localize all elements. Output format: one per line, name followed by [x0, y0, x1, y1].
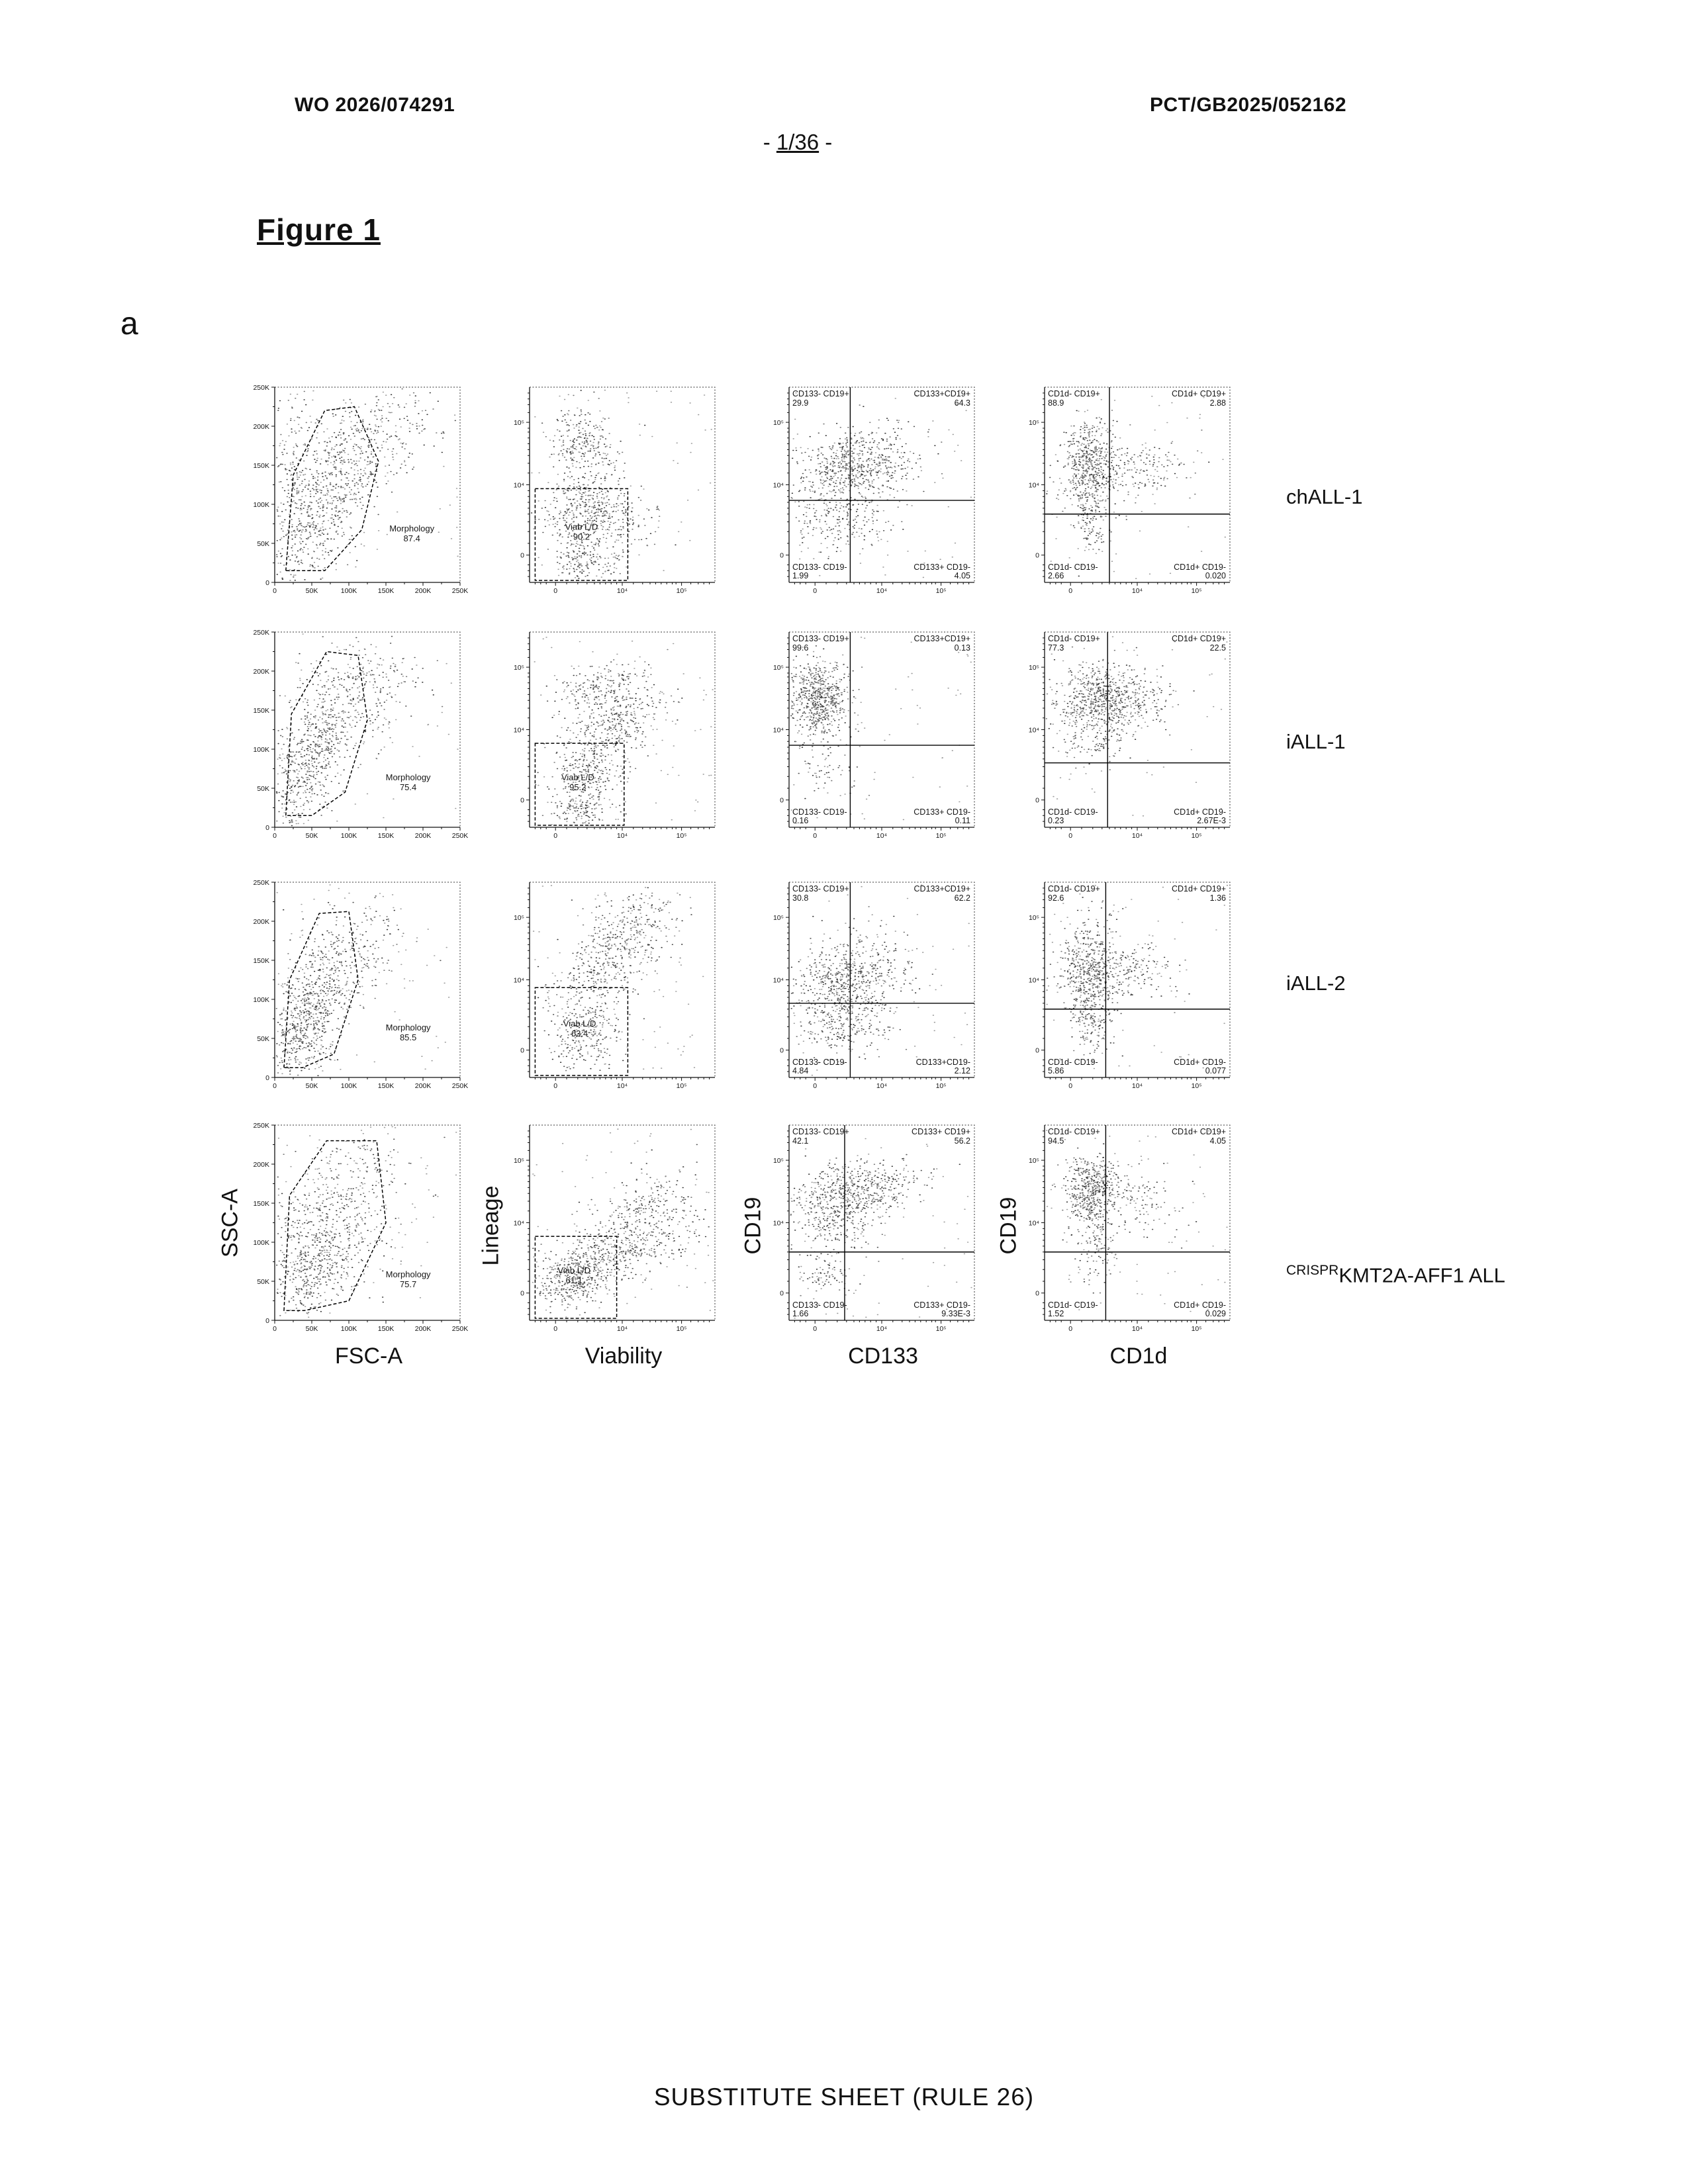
svg-text:56.2: 56.2 [954, 1136, 970, 1146]
svg-text:99.6: 99.6 [792, 643, 809, 653]
row-label-kmt2a: KMT2A-AFF1 ALL [1338, 1263, 1505, 1287]
svg-text:5.86: 5.86 [1048, 1066, 1064, 1075]
svg-text:CD133+CD19+: CD133+CD19+ [914, 389, 970, 398]
x-axis-title-viability: Viability [585, 1343, 663, 1369]
svg-text:CD1d+ CD19-: CD1d+ CD19- [1174, 1300, 1226, 1310]
svg-text:CD133- CD19+: CD133- CD19+ [792, 884, 849, 893]
svg-text:10⁴: 10⁴ [773, 726, 784, 735]
flow-plot-r4c2 [498, 1118, 723, 1345]
svg-text:0: 0 [273, 1325, 277, 1333]
svg-text:250K: 250K [451, 832, 468, 840]
svg-text:10⁵: 10⁵ [1028, 914, 1039, 923]
row-label-crispr-sup: CRISPR [1286, 1263, 1339, 1278]
svg-text:CD1d- CD19-: CD1d- CD19- [1048, 1300, 1098, 1310]
svg-text:1.36: 1.36 [1209, 893, 1226, 903]
svg-text:CD1d+ CD19+: CD1d+ CD19+ [1172, 634, 1226, 643]
flow-plot-r2c1 [243, 625, 468, 852]
svg-text:0: 0 [265, 824, 269, 832]
svg-text:0.23: 0.23 [1048, 816, 1064, 825]
svg-text:10⁴: 10⁴ [1028, 726, 1039, 735]
svg-text:0: 0 [553, 1082, 558, 1090]
svg-text:10⁴: 10⁴ [876, 1082, 888, 1090]
svg-text:9.33E-3: 9.33E-3 [941, 1309, 970, 1318]
svg-text:75.4: 75.4 [399, 782, 417, 793]
svg-text:1.66: 1.66 [792, 1309, 809, 1318]
svg-text:42.1: 42.1 [792, 1136, 809, 1146]
svg-text:CD1d+ CD19-: CD1d+ CD19- [1174, 807, 1226, 817]
svg-text:150K: 150K [253, 1200, 269, 1208]
svg-text:150K: 150K [253, 462, 269, 470]
svg-text:10⁵: 10⁵ [1028, 419, 1039, 428]
svg-text:10⁴: 10⁴ [1028, 976, 1039, 985]
svg-text:1.52: 1.52 [1048, 1309, 1064, 1318]
svg-text:88.9: 88.9 [1048, 398, 1064, 408]
flow-plot-r2c2 [498, 625, 723, 852]
svg-text:50K: 50K [305, 587, 318, 595]
svg-text:0.077: 0.077 [1205, 1066, 1226, 1075]
svg-text:250K: 250K [253, 384, 269, 392]
svg-text:CD133- CD19+: CD133- CD19+ [792, 1127, 849, 1136]
svg-text:2.12: 2.12 [954, 1066, 970, 1075]
svg-text:0.020: 0.020 [1205, 571, 1226, 580]
svg-text:CD1d+ CD19+: CD1d+ CD19+ [1172, 1127, 1226, 1136]
figure-title: Figure 1 [257, 212, 381, 247]
svg-text:CD133- CD19+: CD133- CD19+ [792, 634, 849, 643]
svg-text:0.029: 0.029 [1205, 1309, 1226, 1318]
svg-text:75.7: 75.7 [399, 1279, 417, 1289]
svg-text:150K: 150K [377, 832, 395, 840]
svg-text:CD1d- CD19+: CD1d- CD19+ [1048, 634, 1100, 643]
svg-text:10⁵: 10⁵ [1028, 664, 1039, 672]
svg-text:100K: 100K [340, 1325, 357, 1333]
svg-text:200K: 200K [253, 1161, 269, 1169]
svg-text:0: 0 [1068, 832, 1073, 840]
svg-text:10⁵: 10⁵ [676, 587, 687, 595]
flow-plot-r3c4 [1013, 876, 1238, 1103]
svg-text:50K: 50K [305, 1082, 318, 1090]
svg-text:0: 0 [520, 796, 524, 805]
svg-text:10⁴: 10⁴ [773, 976, 784, 985]
svg-text:CD1d- CD19+: CD1d- CD19+ [1048, 884, 1100, 893]
flow-plot-r4c1 [243, 1118, 468, 1345]
svg-text:200K: 200K [253, 668, 269, 676]
svg-text:Morphology: Morphology [385, 772, 431, 783]
svg-text:4.05: 4.05 [1209, 1136, 1226, 1146]
svg-text:10⁵: 10⁵ [513, 664, 524, 672]
svg-text:29.9: 29.9 [792, 398, 809, 408]
x-axis-title-cd133: CD133 [848, 1343, 918, 1369]
svg-text:90.2: 90.2 [573, 531, 590, 542]
svg-text:10⁵: 10⁵ [676, 1325, 687, 1333]
svg-text:1.99: 1.99 [792, 571, 809, 580]
svg-text:62.2: 62.2 [954, 893, 970, 903]
svg-text:0: 0 [780, 551, 784, 560]
svg-text:CD133+CD19-: CD133+CD19- [915, 1058, 970, 1067]
row-label-chall-1: chALL-1 [1286, 485, 1363, 508]
svg-text:CD1d- CD19-: CD1d- CD19- [1048, 1058, 1098, 1067]
svg-text:0: 0 [265, 579, 269, 587]
svg-text:150K: 150K [377, 1325, 395, 1333]
flow-plot-r4c3 [757, 1118, 982, 1345]
svg-text:10⁴: 10⁴ [876, 832, 888, 840]
svg-text:10⁴: 10⁴ [773, 1219, 784, 1228]
svg-text:CD133+CD19+: CD133+CD19+ [914, 884, 970, 893]
svg-text:0: 0 [1035, 796, 1039, 805]
svg-text:0: 0 [273, 832, 277, 840]
row-label-crispr-kmt2a-aff1-all [1286, 1263, 1505, 1287]
svg-text:10⁵: 10⁵ [1191, 1082, 1202, 1090]
svg-text:0: 0 [265, 1317, 269, 1325]
svg-text:CD133+ CD19+: CD133+ CD19+ [912, 1127, 970, 1136]
svg-text:4.84: 4.84 [792, 1066, 809, 1075]
svg-text:10⁴: 10⁴ [616, 587, 628, 595]
svg-text:10⁴: 10⁴ [513, 726, 524, 735]
svg-text:2.66: 2.66 [1048, 571, 1064, 580]
sheet-number-post: - [819, 130, 833, 154]
svg-text:10⁵: 10⁵ [513, 914, 524, 923]
svg-text:0: 0 [520, 1046, 524, 1055]
publication-number: WO 2026/074291 [295, 94, 455, 116]
svg-text:0: 0 [1068, 1082, 1073, 1090]
svg-text:10⁵: 10⁵ [773, 664, 784, 672]
svg-text:10⁵: 10⁵ [513, 1157, 524, 1165]
svg-text:150K: 150K [253, 957, 269, 965]
svg-text:50K: 50K [257, 1035, 269, 1043]
svg-text:200K: 200K [414, 832, 432, 840]
svg-text:Viab L/D: Viab L/D [561, 772, 594, 783]
svg-text:10⁵: 10⁵ [676, 1082, 687, 1090]
svg-text:10⁵: 10⁵ [1028, 1157, 1039, 1165]
svg-text:0: 0 [553, 832, 558, 840]
flow-plot-r1c3 [757, 381, 982, 608]
svg-text:0: 0 [520, 551, 524, 560]
svg-text:CD133- CD19-: CD133- CD19- [792, 1300, 847, 1310]
svg-text:10⁵: 10⁵ [1191, 832, 1202, 840]
svg-text:0: 0 [780, 1046, 784, 1055]
svg-text:150K: 150K [253, 707, 269, 715]
y-axis-title-cd19-a: CD19 [740, 1197, 766, 1255]
svg-text:250K: 250K [451, 587, 468, 595]
svg-text:CD1d+ CD19+: CD1d+ CD19+ [1172, 389, 1226, 398]
svg-text:200K: 200K [253, 423, 269, 431]
svg-text:CD133+ CD19-: CD133+ CD19- [914, 563, 970, 572]
svg-text:92.6: 92.6 [1048, 893, 1064, 903]
svg-text:CD133+CD19+: CD133+CD19+ [914, 634, 970, 643]
svg-text:Morphology: Morphology [385, 1269, 431, 1279]
svg-text:10⁵: 10⁵ [1191, 1325, 1202, 1333]
svg-text:10⁵: 10⁵ [935, 1325, 947, 1333]
svg-text:0: 0 [813, 1325, 818, 1333]
svg-text:0: 0 [1035, 1046, 1039, 1055]
svg-text:10⁴: 10⁴ [513, 481, 524, 490]
svg-text:0: 0 [273, 1082, 277, 1090]
svg-text:100K: 100K [253, 501, 269, 509]
svg-text:10⁵: 10⁵ [676, 832, 687, 840]
svg-text:10⁴: 10⁴ [876, 1325, 888, 1333]
svg-text:250K: 250K [253, 629, 269, 637]
sheet-number [763, 130, 833, 155]
svg-text:0: 0 [780, 1289, 784, 1298]
svg-text:10⁵: 10⁵ [935, 832, 947, 840]
svg-text:100K: 100K [340, 587, 357, 595]
svg-text:10⁴: 10⁴ [616, 832, 628, 840]
svg-text:4.05: 4.05 [954, 571, 970, 580]
svg-text:30.8: 30.8 [792, 893, 809, 903]
svg-text:200K: 200K [414, 1082, 432, 1090]
svg-text:100K: 100K [253, 996, 269, 1004]
svg-text:10⁴: 10⁴ [1131, 1082, 1143, 1090]
svg-text:10⁴: 10⁴ [773, 481, 784, 490]
svg-text:CD1d+ CD19+: CD1d+ CD19+ [1172, 884, 1226, 893]
svg-text:50K: 50K [305, 1325, 318, 1333]
svg-text:Viab L/D: Viab L/D [563, 1019, 596, 1029]
svg-text:Morphology: Morphology [385, 1023, 431, 1033]
svg-text:250K: 250K [253, 1122, 269, 1130]
y-axis-title-cd19-b: CD19 [996, 1197, 1021, 1255]
svg-text:100K: 100K [253, 1239, 269, 1247]
svg-text:10⁴: 10⁴ [1131, 832, 1143, 840]
svg-text:0: 0 [813, 832, 818, 840]
svg-text:64.3: 64.3 [954, 398, 970, 408]
flow-plot-r3c3 [757, 876, 982, 1103]
sheet-number-pre: - [763, 130, 776, 154]
svg-text:150K: 150K [377, 587, 395, 595]
svg-text:150K: 150K [377, 1082, 395, 1090]
svg-text:77.3: 77.3 [1048, 643, 1064, 653]
panel-label-a: a [120, 306, 138, 341]
svg-text:22.5: 22.5 [1209, 643, 1226, 653]
svg-text:0: 0 [273, 587, 277, 595]
svg-text:10⁴: 10⁴ [1131, 587, 1143, 595]
svg-text:CD1d+ CD19-: CD1d+ CD19- [1174, 563, 1226, 572]
svg-text:250K: 250K [253, 879, 269, 887]
flow-plot-r2c3 [757, 625, 982, 852]
y-axis-title-ssc-a: SSC-A [217, 1189, 243, 1257]
svg-text:61.1: 61.1 [565, 1275, 583, 1286]
svg-text:0: 0 [1035, 1289, 1039, 1298]
svg-text:0: 0 [1068, 1325, 1073, 1333]
svg-text:10⁵: 10⁵ [935, 1082, 947, 1090]
svg-text:CD133- CD19-: CD133- CD19- [792, 807, 847, 817]
svg-text:10⁵: 10⁵ [773, 914, 784, 923]
svg-text:10⁴: 10⁴ [1131, 1325, 1143, 1333]
svg-text:100K: 100K [340, 1082, 357, 1090]
svg-text:10⁴: 10⁴ [616, 1082, 628, 1090]
svg-text:CD1d- CD19-: CD1d- CD19- [1048, 563, 1098, 572]
svg-text:0.11: 0.11 [955, 816, 970, 825]
svg-text:CD1d- CD19+: CD1d- CD19+ [1048, 1127, 1100, 1136]
svg-text:0: 0 [813, 587, 818, 595]
svg-text:0: 0 [553, 587, 558, 595]
sheet-number-value: 1/36 [776, 130, 820, 154]
svg-text:CD1d- CD19-: CD1d- CD19- [1048, 807, 1098, 817]
flow-plot-r1c1 [243, 381, 468, 608]
svg-text:0.13: 0.13 [954, 643, 970, 653]
application-number: PCT/GB2025/052162 [1150, 94, 1347, 116]
svg-text:10⁵: 10⁵ [773, 1157, 784, 1165]
y-axis-title-lineage: Lineage [478, 1185, 504, 1266]
svg-text:2.88: 2.88 [1209, 398, 1226, 408]
svg-text:100K: 100K [253, 746, 269, 754]
svg-text:85.5: 85.5 [399, 1032, 417, 1043]
svg-text:10⁴: 10⁴ [513, 976, 524, 985]
svg-text:50K: 50K [257, 1278, 269, 1286]
svg-text:0: 0 [553, 1325, 558, 1333]
svg-text:CD1d+ CD19-: CD1d+ CD19- [1174, 1058, 1226, 1067]
svg-text:63.4: 63.4 [571, 1028, 588, 1039]
flow-plot-r2c4 [1013, 625, 1238, 852]
flow-plot-r3c1 [243, 876, 468, 1103]
svg-text:10⁴: 10⁴ [876, 587, 888, 595]
svg-text:200K: 200K [253, 918, 269, 926]
svg-text:CD1d- CD19+: CD1d- CD19+ [1048, 389, 1100, 398]
flow-plot-r3c2 [498, 876, 723, 1103]
svg-text:10⁴: 10⁴ [513, 1219, 524, 1228]
svg-text:250K: 250K [451, 1325, 468, 1333]
svg-text:94.5: 94.5 [1048, 1136, 1064, 1146]
svg-text:50K: 50K [257, 540, 269, 548]
svg-text:0.16: 0.16 [792, 816, 809, 825]
svg-text:250K: 250K [451, 1082, 468, 1090]
flow-plot-r1c4 [1013, 381, 1238, 608]
svg-text:CD133+ CD19-: CD133+ CD19- [914, 1300, 970, 1310]
svg-text:10⁵: 10⁵ [1191, 587, 1202, 595]
svg-text:CD133- CD19-: CD133- CD19- [792, 563, 847, 572]
svg-text:10⁴: 10⁴ [1028, 1219, 1039, 1228]
flow-plot-r1c2 [498, 381, 723, 608]
svg-text:0: 0 [813, 1082, 818, 1090]
row-label-iall-1: iALL-1 [1286, 730, 1346, 753]
svg-text:0: 0 [1035, 551, 1039, 560]
svg-text:10⁴: 10⁴ [616, 1325, 628, 1333]
svg-text:CD133- CD19-: CD133- CD19- [792, 1058, 847, 1067]
x-axis-title-fsc-a: FSC-A [335, 1343, 402, 1369]
svg-text:10⁵: 10⁵ [513, 419, 524, 428]
x-axis-title-cd1d: CD1d [1109, 1343, 1168, 1369]
svg-text:0: 0 [520, 1289, 524, 1298]
svg-text:Morphology: Morphology [389, 523, 435, 534]
svg-text:87.4: 87.4 [403, 533, 420, 544]
svg-text:95.2: 95.2 [569, 782, 586, 793]
substitute-sheet-note: SUBSTITUTE SHEET (RULE 26) [653, 2083, 1035, 2111]
row-label-iall-2: iALL-2 [1286, 972, 1346, 995]
svg-text:200K: 200K [414, 587, 432, 595]
svg-text:200K: 200K [414, 1325, 432, 1333]
svg-text:0: 0 [265, 1074, 269, 1082]
svg-text:50K: 50K [257, 785, 269, 793]
svg-text:2.67E-3: 2.67E-3 [1197, 816, 1226, 825]
svg-text:100K: 100K [340, 832, 357, 840]
svg-text:Viab L/D: Viab L/D [557, 1265, 591, 1276]
svg-text:CD133- CD19+: CD133- CD19+ [792, 389, 849, 398]
svg-text:0: 0 [780, 796, 784, 805]
flow-plot-r4c4 [1013, 1118, 1238, 1345]
svg-text:0: 0 [1068, 587, 1073, 595]
svg-text:10⁵: 10⁵ [935, 587, 947, 595]
svg-text:CD133+ CD19-: CD133+ CD19- [914, 807, 970, 817]
svg-text:10⁵: 10⁵ [773, 419, 784, 428]
svg-text:10⁴: 10⁴ [1028, 481, 1039, 490]
svg-text:Viab L/D: Viab L/D [565, 522, 598, 532]
svg-text:50K: 50K [305, 832, 318, 840]
